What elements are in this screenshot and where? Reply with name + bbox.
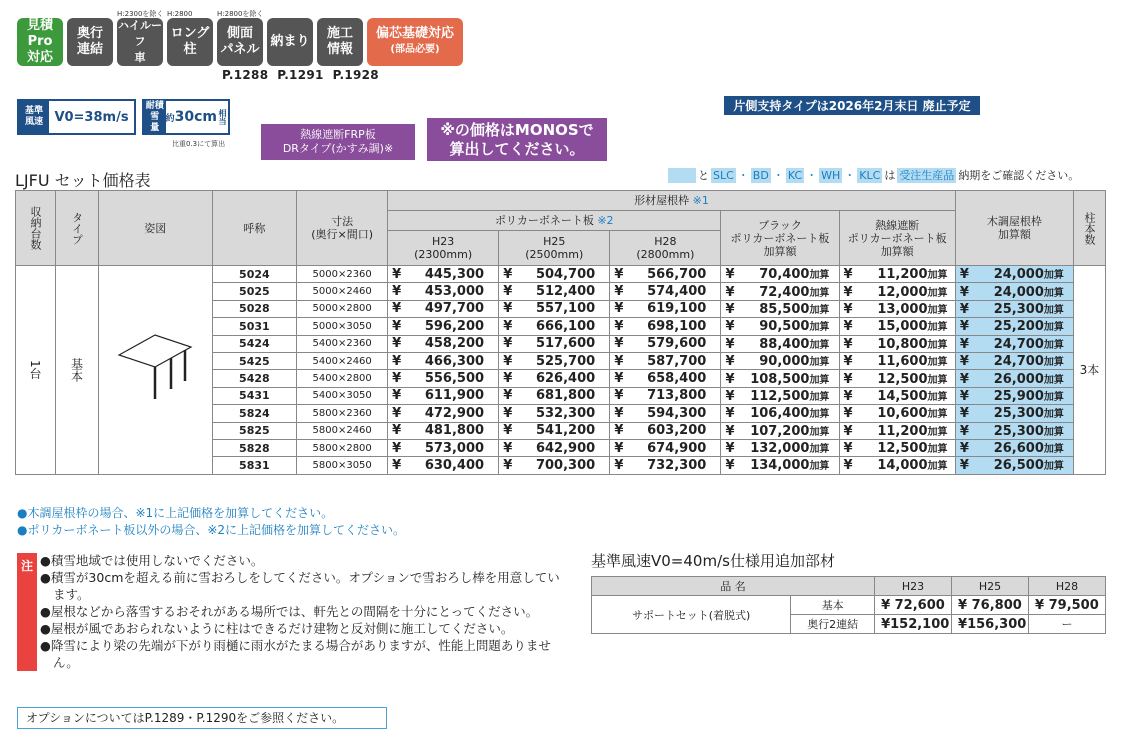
snow-load-box	[142, 99, 230, 135]
header-roof	[388, 191, 956, 211]
caution-item: ● 屋根が風であおられないように柱はできるだけ建物と反対側に施工してください。	[40, 620, 562, 637]
cell-h23: ¥ 573,000	[388, 439, 499, 456]
cell-code: 5428	[212, 370, 297, 387]
cell-black: ¥ 90,500加算	[721, 318, 839, 335]
badge-mitsumori	[17, 18, 63, 66]
badge-caption: H:2300を除く	[117, 10, 164, 18]
opt-item: サポートセット(着脱式)	[592, 596, 791, 634]
footnotes	[17, 505, 405, 539]
cell-size: 5400×2800	[297, 370, 388, 387]
caution-item: ● 屋根などから落雪するおそれがある場所では、軒先との間隔を十分にとってください。	[40, 603, 562, 620]
cell-h25: ¥ 666,100	[499, 318, 610, 335]
wind-value: V0=38m/s	[54, 109, 129, 125]
cell-code: 5028	[212, 300, 297, 317]
header-roof-mark: ※1	[692, 194, 709, 207]
feature-badges	[17, 10, 463, 66]
opt-price: ¥152,100	[875, 615, 952, 634]
option-title: 基準風速V0=40m/s仕様用追加部材	[591, 552, 835, 570]
cell-size: 5000×3050	[297, 318, 388, 335]
carport-drawing	[115, 333, 195, 403]
opt-header-h23: H23	[875, 577, 952, 596]
abolish-notice: 片側支持タイプは2026年2月末日 廃止予定	[724, 96, 980, 115]
opt-header-h25: H25	[952, 577, 1029, 596]
header-h25: H25 (2500mm)	[499, 231, 610, 266]
cell-code: 5825	[212, 422, 297, 439]
header-count: 収納台数	[16, 191, 56, 266]
opt-price: ¥ 76,800	[952, 596, 1029, 615]
cell-h25: ¥ 517,600	[499, 335, 610, 352]
cell-heat: ¥ 11,200加算	[839, 266, 955, 283]
header-h23: H23 (2300mm)	[388, 231, 499, 266]
cell-h28: ¥ 579,600	[610, 335, 721, 352]
cell-h28: ¥ 713,800	[610, 387, 721, 404]
cell-wood: ¥ 25,200加算	[955, 318, 1073, 335]
cell-code: 5024	[212, 266, 297, 283]
cell-size: 5800×3050	[297, 457, 388, 474]
cell-black: ¥ 85,500加算	[721, 300, 839, 317]
cell-heat: ¥ 12,000加算	[839, 283, 955, 300]
badge-sub: (部品必要)	[390, 44, 440, 55]
cell-wood: ¥ 24,700加算	[955, 352, 1073, 369]
cell-heat: ¥ 12,500加算	[839, 370, 955, 387]
cell-h28: ¥ 732,300	[610, 457, 721, 474]
cell-h28: ¥ 619,100	[610, 300, 721, 317]
cell-heat: ¥ 10,800加算	[839, 335, 955, 352]
cell-black: ¥ 107,200加算	[721, 422, 839, 439]
snow-label: 耐積雪 量	[145, 100, 164, 133]
cell-black: ¥ 88,400加算	[721, 335, 839, 352]
cell-h23: ¥ 472,900	[388, 405, 499, 422]
cell-h25: ¥ 700,300	[499, 457, 610, 474]
footnote: ●ポリカーボネート板以外の場合、※2に上記価格を加算してください。	[17, 523, 406, 537]
legend-swatch	[668, 168, 696, 183]
badge-osamari	[267, 18, 313, 66]
legend-code: SLC	[713, 168, 734, 182]
cell-size: 5400×2460	[297, 352, 388, 369]
badge-label: 見積Pro 対応	[26, 18, 53, 65]
cell-black: ¥ 134,000加算	[721, 457, 839, 474]
legend-made-to-order: 受注生産品	[899, 168, 955, 182]
badge-long-post	[167, 10, 213, 66]
cell-wood: ¥ 25,300加算	[955, 300, 1073, 317]
price-table	[15, 190, 1106, 475]
legend: と SLC ・ BD ・ KC ・ WH ・ KLC は 受注生産品 納期をご確認ください。	[668, 167, 1079, 183]
header-black: ブラック ポリカーボネート板 加算額	[721, 211, 839, 266]
cell-wood: ¥ 24,700加算	[955, 335, 1073, 352]
footnote: ●木調屋根枠の場合、※1に上記価格を加算してください。	[17, 506, 334, 520]
cell-size: 5400×2360	[297, 335, 388, 352]
badge-label: 納まり	[270, 34, 310, 49]
cell-h28: ¥ 587,700	[610, 352, 721, 369]
cell-h23: ¥ 466,300	[388, 352, 499, 369]
frp-panel-note: 熱線遮断FRP板 DRタイプ(かすみ調)※	[261, 124, 415, 160]
cell-h23: ¥ 497,700	[388, 300, 499, 317]
cell-h23: ¥ 481,800	[388, 422, 499, 439]
cell-h28: ¥ 566,700	[610, 266, 721, 283]
cell-size: 5800×2360	[297, 405, 388, 422]
cell-code: 5824	[212, 405, 297, 422]
opt-price: ー	[1029, 615, 1106, 634]
opt-header-name: 品 名	[592, 577, 875, 596]
cell-code: 5031	[212, 318, 297, 335]
cell-wood: ¥ 25,300加算	[955, 422, 1073, 439]
opt-price: ¥ 79,500	[1029, 596, 1106, 615]
cell-h25: ¥ 532,300	[499, 405, 610, 422]
cell-black: ¥ 112,500加算	[721, 387, 839, 404]
snow-note: 比重0.3にて算出	[172, 140, 226, 148]
badge-label: 奥行 連結	[76, 26, 103, 57]
cell-wood: ¥ 25,900加算	[955, 387, 1073, 404]
cell-h28: ¥ 674,900	[610, 439, 721, 456]
cell-wood: ¥ 26,600加算	[955, 439, 1073, 456]
cell-size: 5000×2360	[297, 266, 388, 283]
cell-code: 5828	[212, 439, 297, 456]
cell-heat: ¥ 12,500加算	[839, 439, 955, 456]
cell-size: 5800×2460	[297, 422, 388, 439]
cell-h25: ¥ 626,400	[499, 370, 610, 387]
cell-heat: ¥ 14,500加算	[839, 387, 955, 404]
cell-heat: ¥ 15,000加算	[839, 318, 955, 335]
badge-caption: H:2800を除く	[217, 10, 264, 18]
legend-code: BD	[752, 168, 769, 182]
caution-item: ● 積雪が30cmを超える前に雪おろしをしてください。オプションで雪おろし棒を用意しています。	[40, 569, 562, 603]
header-poly-mark: ※2	[597, 214, 614, 227]
header-code: 呼称	[212, 191, 297, 266]
badge-label: ロング 柱	[170, 26, 210, 57]
cell-h28: ¥ 698,100	[610, 318, 721, 335]
legend-ha: は	[884, 169, 896, 182]
badge-label: ハイルーフ 車	[118, 19, 162, 64]
cell-h23: ¥ 596,200	[388, 318, 499, 335]
page-references: P.1288 P.1291 P.1928	[222, 68, 379, 82]
header-poly	[388, 211, 721, 231]
badge-sekou	[317, 18, 363, 66]
cell-h28: ¥ 658,400	[610, 370, 721, 387]
opt-price: ¥156,300	[952, 615, 1029, 634]
opt-price: ¥ 72,600	[875, 596, 952, 615]
header-size: 寸法 (奥行×間口)	[297, 191, 388, 266]
cell-wood: ¥ 25,300加算	[955, 405, 1073, 422]
cell-black: ¥ 70,400加算	[721, 266, 839, 283]
header-posts: 柱本数	[1073, 191, 1105, 266]
header-wood: 木調屋根枠 加算額	[955, 191, 1073, 266]
badge-okuyuki	[67, 18, 113, 66]
header-poly-label: ポリカーボネート板	[494, 214, 594, 227]
cell-h25: ¥ 504,700	[499, 266, 610, 283]
cell-code: 5431	[212, 387, 297, 404]
cell-h25: ¥ 557,100	[499, 300, 610, 317]
badge-label: 側面 パネル	[220, 26, 260, 57]
cell-wood: ¥ 26,000加算	[955, 370, 1073, 387]
legend-code: KLC	[859, 168, 881, 182]
badge-highroof	[117, 10, 164, 66]
opt-header-h28: H28	[1029, 577, 1106, 596]
badge-label: 施工 情報	[326, 26, 353, 57]
opt-row-label: 奥行2連結	[791, 615, 875, 634]
cell-type: 基本	[56, 266, 99, 475]
table-row	[16, 266, 1106, 283]
legend-and: と	[698, 169, 709, 182]
cell-code: 5831	[212, 457, 297, 474]
snow-suffix: 相当	[218, 109, 227, 125]
cell-h25: ¥ 642,900	[499, 439, 610, 456]
caution-item: ● 降雪により梁の先端が下がり雨樋に雨水がたまる場合がありますが、性能上問題ありません。	[40, 637, 562, 671]
cell-heat: ¥ 14,000加算	[839, 457, 955, 474]
legend-code: KC	[787, 168, 803, 182]
cell-h23: ¥ 445,300	[388, 266, 499, 283]
cell-size: 5400×3050	[297, 387, 388, 404]
snow-prefix: 約	[165, 113, 175, 124]
legend-tail: 納期をご確認ください。	[958, 169, 1080, 182]
cell-heat: ¥ 13,000加算	[839, 300, 955, 317]
cell-black: ¥ 90,000加算	[721, 352, 839, 369]
badge-side-panel	[217, 10, 264, 66]
cell-black: ¥ 108,500加算	[721, 370, 839, 387]
header-figure: 姿図	[99, 191, 213, 266]
badge-eccentric	[367, 18, 463, 66]
option-table	[591, 576, 1106, 634]
snow-value	[166, 101, 228, 133]
cell-h28: ¥ 594,300	[610, 405, 721, 422]
carport-figure	[99, 266, 213, 475]
cell-h23: ¥ 556,500	[388, 370, 499, 387]
cell-h25: ¥ 512,400	[499, 283, 610, 300]
caution-list	[40, 552, 562, 671]
cell-size: 5800×2800	[297, 439, 388, 456]
cell-count: 1台	[16, 266, 56, 475]
legend-code: WH	[821, 168, 841, 182]
cell-black: ¥ 106,400加算	[721, 405, 839, 422]
header-h28: H28 (2800mm)	[610, 231, 721, 266]
option-reference: オプションについてはP.1289・P.1290をご参照ください。	[17, 707, 387, 729]
cell-h25: ¥ 525,700	[499, 352, 610, 369]
snow-number: 30cm	[174, 109, 217, 125]
cell-heat: ¥ 11,200加算	[839, 422, 955, 439]
page-title: LJFU セット価格表	[15, 171, 151, 190]
cell-heat: ¥ 10,600加算	[839, 405, 955, 422]
cell-h28: ¥ 574,400	[610, 283, 721, 300]
caution-item: ● 積雪地域では使用しないでください。	[40, 552, 562, 569]
wind-speed-box	[17, 99, 136, 135]
cell-h23: ¥ 630,400	[388, 457, 499, 474]
caution-tag: 注	[17, 553, 37, 671]
cell-code: 5425	[212, 352, 297, 369]
header-type: タイプ	[56, 191, 99, 266]
cell-h28: ¥ 603,200	[610, 422, 721, 439]
wind-label: 基準 風速	[19, 101, 49, 133]
cell-h23: ¥ 453,000	[388, 283, 499, 300]
cell-wood: ¥ 26,500加算	[955, 457, 1073, 474]
cell-black: ¥ 72,400加算	[721, 283, 839, 300]
cell-black: ¥ 132,000加算	[721, 439, 839, 456]
header-heat: 熱線遮断 ポリカーボネート板 加算額	[839, 211, 955, 266]
cell-code: 5025	[212, 283, 297, 300]
cell-wood: ¥ 24,000加算	[955, 266, 1073, 283]
cell-size: 5000×2800	[297, 300, 388, 317]
opt-row-label: 基本	[791, 596, 875, 615]
cell-h23: ¥ 611,900	[388, 387, 499, 404]
header-roof-label: 形材屋根枠	[634, 194, 690, 207]
cell-h25: ¥ 541,200	[499, 422, 610, 439]
badge-label: 偏芯基礎対応	[375, 26, 454, 41]
cell-h25: ¥ 681,800	[499, 387, 610, 404]
cell-size: 5000×2460	[297, 283, 388, 300]
cell-h23: ¥ 458,200	[388, 335, 499, 352]
badge-caption: H:2800	[167, 10, 193, 18]
monos-note: ※の価格はMONOSで 算出してください。	[427, 118, 607, 161]
cell-heat: ¥ 11,600加算	[839, 352, 955, 369]
cell-posts: 3本	[1073, 266, 1105, 475]
cell-code: 5424	[212, 335, 297, 352]
cell-wood: ¥ 24,000加算	[955, 283, 1073, 300]
